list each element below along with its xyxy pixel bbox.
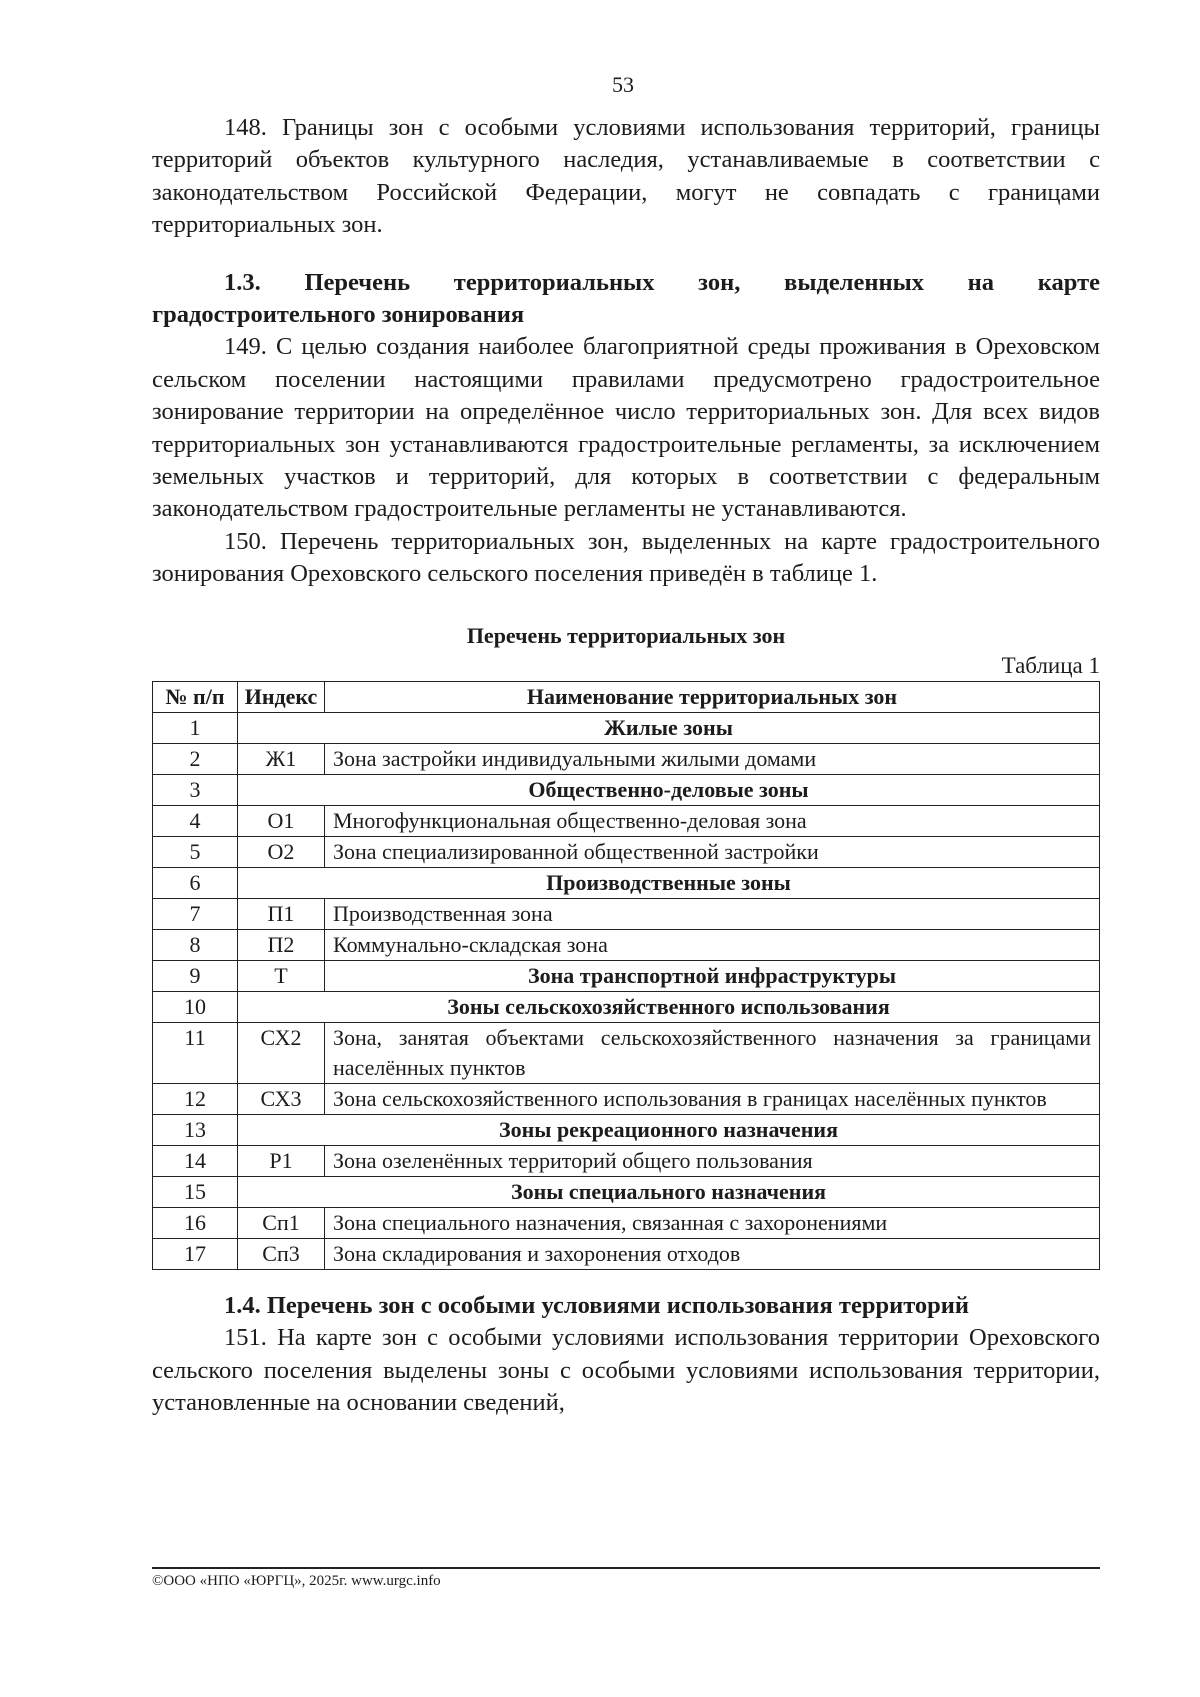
table-row bbox=[153, 898, 1100, 929]
paragraph-148: 148. Границы зон с особыми условиями использования территорий, границы территорий объектов культурного наследия, устанавливаемые в соответствии с законодательством Российской Федерации, могут не совпадать с границами территориальных зон. bbox=[152, 114, 1100, 239]
header-index: Индекс bbox=[238, 681, 325, 712]
table-row bbox=[153, 1238, 1100, 1269]
section-heading-1-4: 1.4. Перечень зон с особыми условиями использования территорий bbox=[224, 1291, 970, 1319]
zone-index: О1 bbox=[238, 805, 325, 836]
table-group-row bbox=[153, 1114, 1100, 1145]
zone-group-name: Зоны сельскохозяйственного использования bbox=[238, 991, 1100, 1022]
paragraph-150: 150. Перечень территориальных зон, выделенных на карте градостроительного зонирования Ореховского сельского поселения приведён в таблице 1. bbox=[152, 527, 1100, 588]
table-group-row bbox=[153, 991, 1100, 1022]
zone-index: Сп3 bbox=[238, 1238, 325, 1269]
zone-name: Производственная зона bbox=[325, 898, 1100, 929]
footer-divider bbox=[152, 1567, 1100, 1569]
zone-name: Зона застройки индивидуальными жилыми домами bbox=[325, 743, 1100, 774]
header-zone-name: Наименование территориальных зон bbox=[325, 681, 1100, 712]
zone-index: СХ2 bbox=[238, 1022, 325, 1083]
table-title: Перечень территориальных зон bbox=[466, 622, 786, 648]
table-group-row bbox=[153, 712, 1100, 743]
row-number: 4 bbox=[153, 805, 238, 836]
zone-name: Зона складирования и захоронения отходов bbox=[325, 1238, 1100, 1269]
zone-index: Т bbox=[238, 960, 325, 991]
zone-index: СХ3 bbox=[238, 1083, 325, 1114]
table-group-row bbox=[153, 1176, 1100, 1207]
row-number: 1 bbox=[153, 712, 238, 743]
row-number: 10 bbox=[153, 991, 238, 1022]
paragraph-149: 149. С целью создания наиболее благоприятной среды проживания в Ореховском сельском поселении настоящими правилами предусмотрено градостроительное зонирование территории на определённое число территориальных зон. Для всех видов территориальных зон устанавливаются градостроительные регламенты, за исключением земельных участков и территорий, для которых в соответствии с федеральным законодательством градостроительные регламенты не устанавливаются. bbox=[152, 333, 1100, 523]
table-row bbox=[153, 1207, 1100, 1238]
table-body bbox=[153, 712, 1100, 1269]
page-number: 53 bbox=[612, 72, 634, 97]
table-row bbox=[153, 1083, 1100, 1114]
row-number: 11 bbox=[153, 1022, 238, 1083]
row-number: 13 bbox=[153, 1114, 238, 1145]
row-number: 2 bbox=[153, 743, 238, 774]
table-group-row bbox=[153, 867, 1100, 898]
footer-copyright: ©ООО «НПО «ЮРГЦ», 2025г. www.urgc.info bbox=[152, 1573, 441, 1589]
zone-group-name: Производственные зоны bbox=[238, 867, 1100, 898]
row-number: 16 bbox=[153, 1207, 238, 1238]
row-number: 12 bbox=[153, 1083, 238, 1114]
zone-index: П1 bbox=[238, 898, 325, 929]
zone-name: Зона специализированной общественной застройки bbox=[325, 836, 1100, 867]
table-row bbox=[153, 836, 1100, 867]
table-group-row bbox=[153, 774, 1100, 805]
row-number: 9 bbox=[153, 960, 238, 991]
zone-name: Зона транспортной инфраструктуры bbox=[325, 960, 1100, 991]
paragraph-151: 151. На карте зон с особыми условиями использования территории Ореховского сельского поселения выделены зоны с особыми условиями использования территории, установленные на основании сведений, bbox=[152, 1324, 1100, 1416]
row-number: 14 bbox=[153, 1145, 238, 1176]
zone-name: Зона сельскохозяйственного использования в границах населённых пунктов bbox=[325, 1083, 1100, 1114]
table-row bbox=[153, 929, 1100, 960]
section-heading-1-3: 1.3. Перечень территориальных зон, выделенных на карте градостроительного зонирования bbox=[152, 268, 1100, 329]
zone-index: Ж1 bbox=[238, 743, 325, 774]
zone-group-name: Общественно-деловые зоны bbox=[238, 774, 1100, 805]
zone-group-name: Зоны рекреационного назначения bbox=[238, 1114, 1100, 1145]
row-number: 15 bbox=[153, 1176, 238, 1207]
zone-name: Многофункциональная общественно-деловая зона bbox=[325, 805, 1100, 836]
document-body bbox=[152, 112, 1100, 1419]
zone-name: Зона, занятая объектами сельскохозяйственного назначения за границами населённых пунктов bbox=[325, 1022, 1100, 1083]
row-number: 3 bbox=[153, 774, 238, 805]
table-row bbox=[153, 1022, 1100, 1083]
table-row bbox=[153, 1145, 1100, 1176]
zone-name: Коммунально-складская зона bbox=[325, 929, 1100, 960]
table-row bbox=[153, 960, 1100, 991]
table-caption: Таблица 1 bbox=[1001, 652, 1100, 678]
row-number: 17 bbox=[153, 1238, 238, 1269]
table-header-row bbox=[153, 681, 1100, 712]
zone-name: Зона озеленённых территорий общего пользования bbox=[325, 1145, 1100, 1176]
zone-index: Р1 bbox=[238, 1145, 325, 1176]
zone-index: П2 bbox=[238, 929, 325, 960]
zone-group-name: Зоны специального назначения bbox=[238, 1176, 1100, 1207]
row-number: 7 bbox=[153, 898, 238, 929]
zones-table bbox=[152, 681, 1100, 1270]
zone-index: О2 bbox=[238, 836, 325, 867]
row-number: 8 bbox=[153, 929, 238, 960]
row-number: 5 bbox=[153, 836, 238, 867]
zone-index: Сп1 bbox=[238, 1207, 325, 1238]
zone-name: Зона специального назначения, связанная с захоронениями bbox=[325, 1207, 1100, 1238]
header-number: № п/п bbox=[153, 681, 238, 712]
zone-group-name: Жилые зоны bbox=[238, 712, 1100, 743]
table-row bbox=[153, 743, 1100, 774]
table-row bbox=[153, 805, 1100, 836]
row-number: 6 bbox=[153, 867, 238, 898]
